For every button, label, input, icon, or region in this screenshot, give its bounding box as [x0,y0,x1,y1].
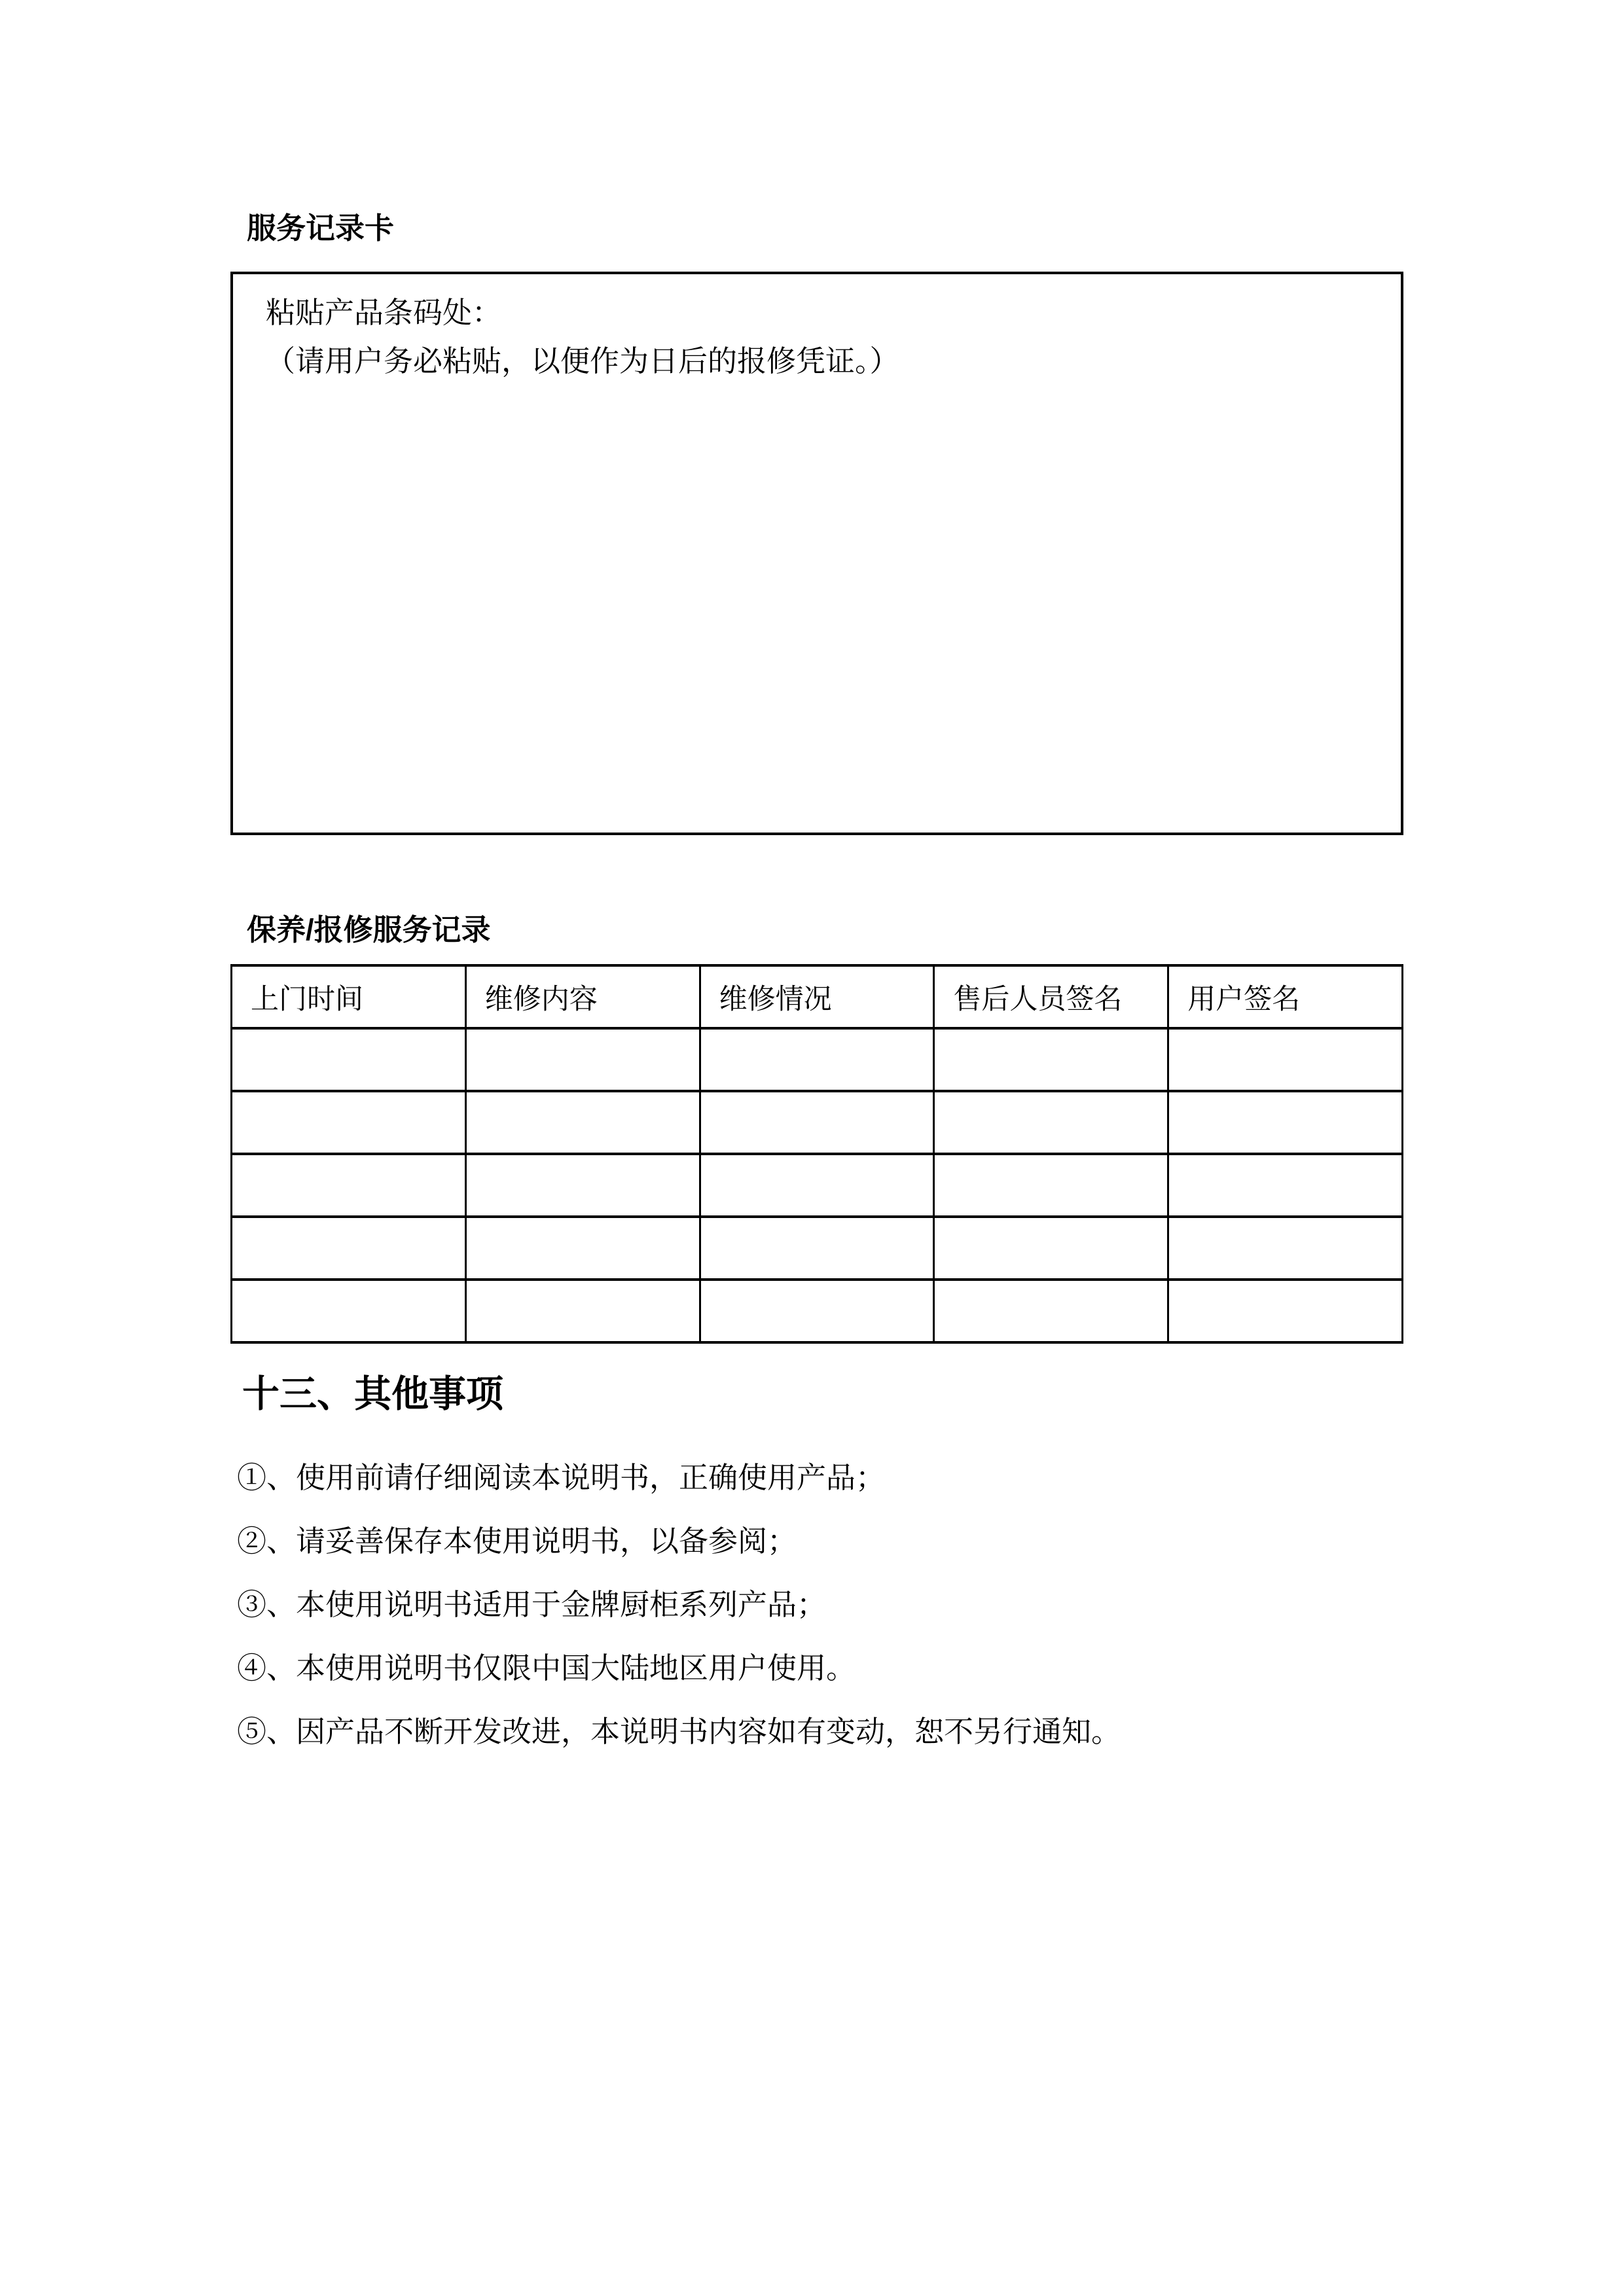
empty-cell [700,1217,934,1280]
column-header-service-staff-signature: 售后人员签名 [934,965,1168,1028]
column-header-repair-status: 维修情况 [700,965,934,1028]
empty-cell [700,1154,934,1217]
barcode-box-note: （请用户务必粘贴，以便作为日后的报修凭证。） [266,344,899,378]
empty-cell [934,1280,1168,1342]
barcode-box-label: 粘贴产品条码处： [266,296,502,329]
empty-cell [934,1091,1168,1154]
empty-cell [700,1280,934,1342]
service-record-table [230,964,1403,1344]
column-header-repair-content: 维修内容 [465,965,700,1028]
table-row [232,1028,1403,1091]
table-header-row [232,965,1403,1028]
other-matters-title: 十三、其他事项 [242,1373,503,1415]
empty-cell [700,1091,934,1154]
empty-cell [232,1028,466,1091]
empty-cell [934,1217,1168,1280]
other-matters-list [237,1460,1121,1777]
empty-cell [934,1154,1168,1217]
empty-cell [465,1280,700,1342]
empty-cell [1168,1091,1403,1154]
service-record-title: 保养/报修服务记录 [247,913,491,946]
empty-cell [700,1028,934,1091]
table-row [232,1280,1403,1342]
list-item: ③、本使用说明书适用于金牌厨柜系列产品； [237,1588,827,1621]
empty-cell [1168,1154,1403,1217]
list-item: ②、请妥善保存本使用说明书，以备参阅； [237,1524,797,1558]
empty-cell [1168,1217,1403,1280]
empty-cell [232,1154,466,1217]
empty-cell [465,1028,700,1091]
list-item: ⑤、因产品不断开发改进，本说明书内容如有变动，恕不另行通知。 [237,1715,1121,1748]
empty-cell [465,1091,700,1154]
empty-cell [232,1280,466,1342]
column-header-user-signature: 用户签名 [1168,965,1403,1028]
empty-cell [232,1091,466,1154]
empty-cell [232,1217,466,1280]
empty-cell [465,1217,700,1280]
empty-cell [465,1154,700,1217]
table-row [232,1091,1403,1154]
column-header-visit-time: 上门时间 [232,965,466,1028]
empty-cell [1168,1280,1403,1342]
empty-cell [1168,1028,1403,1091]
table-row [232,1217,1403,1280]
service-card-title: 服务记录卡 [247,211,395,245]
list-item: ④、本使用说明书仅限中国大陆地区用户使用。 [237,1651,856,1685]
empty-cell [934,1028,1168,1091]
list-item: ①、使用前请仔细阅读本说明书，正确使用产品； [237,1461,886,1494]
table-row [232,1154,1403,1217]
barcode-paste-box [230,272,1403,835]
